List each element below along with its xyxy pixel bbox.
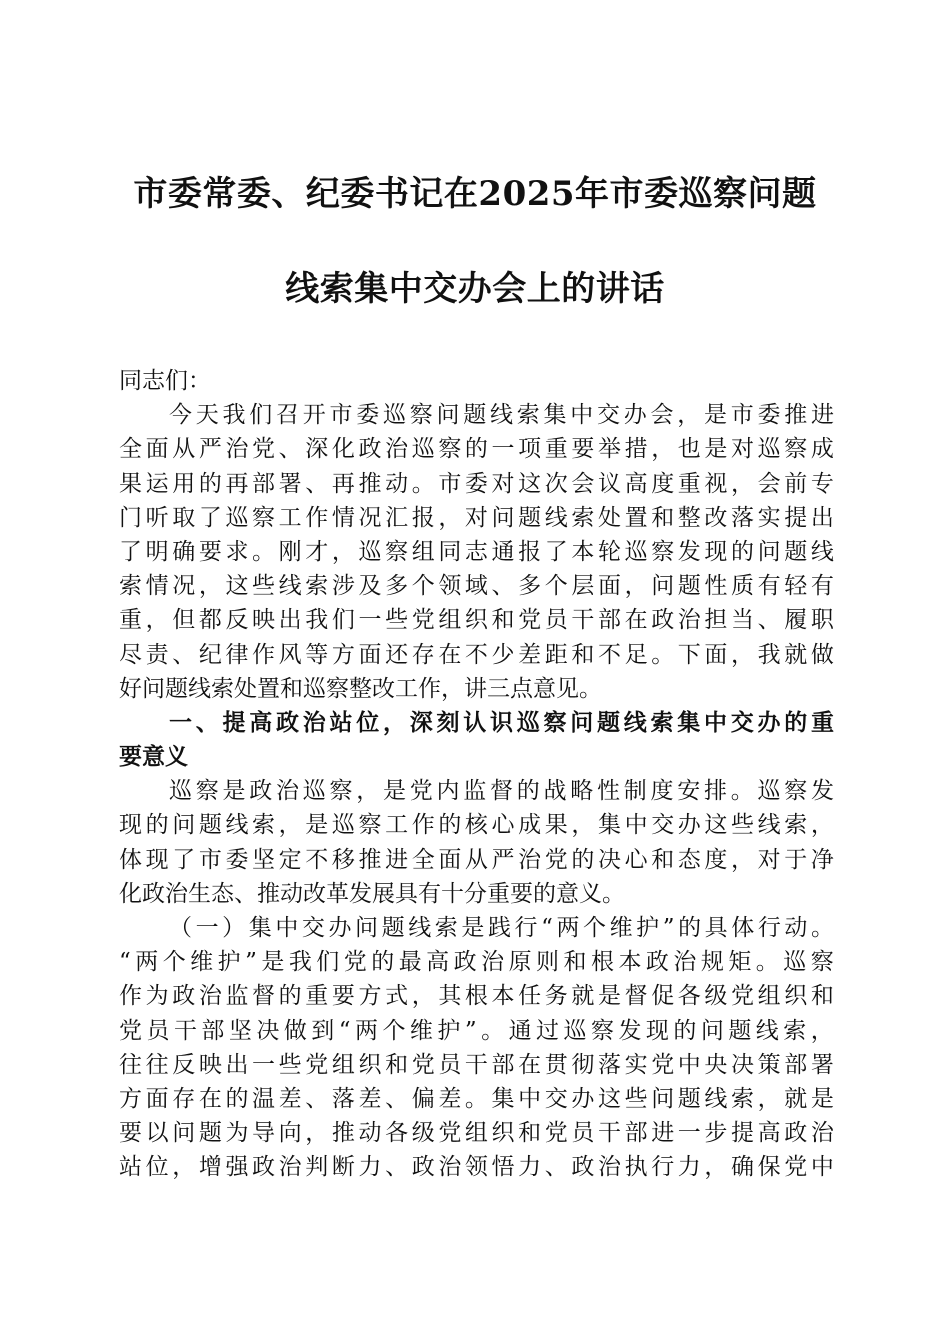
subsection-heading-1: （ 一 ） 集 中 交 办 问 题 线 索 是 践 行 “ 两 个 维 护 ” 的 具 体 行 动 。 bbox=[169, 915, 834, 941]
salutation: 同志们： bbox=[119, 368, 211, 394]
paragraph-line: 要 以 问 题 为 导 向 ， 推 动 各 级 党 组 织 和 党 员 干 部 进 一 步 提 高 政 治 bbox=[119, 1120, 834, 1147]
paragraph-line: 现 的 问 题 线 索 ， 是 巡 察 工 作 的 核 心 成 果 ， 集 中 交 办 这 些 线 索 ， bbox=[119, 812, 834, 839]
paragraph-line: “ 两 个 维 护 ” 是 我 们 党 的 最 高 政 治 原 则 和 根 本 政 治 规 矩 。 巡 察 bbox=[119, 949, 834, 976]
paragraph-line: 索 情 况 ， 这 些 线 索 涉 及 多 个 领 域 、 多 个 层 面 ， 问 题 性 质 有 轻 有 bbox=[119, 573, 834, 600]
document-title-line-2: 线索集中交办会上的讲话 bbox=[285, 269, 665, 309]
paragraph-line: 门 听 取 了 巡 察 工 作 情 况 汇 报 ， 对 问 题 线 索 处 置 和 整 改 落 实 提 出 bbox=[119, 504, 834, 531]
paragraph-line: 全 面 从 严 治 党 、 深 化 政 治 巡 察 的 一 项 重 要 举 措 ， 也 是 对 巡 察 成 bbox=[119, 436, 834, 463]
section-heading-1-cont: 要意义 bbox=[119, 743, 188, 771]
paragraph-line: 方 面 存 在 的 温 差 、 落 差 、 偏 差 。 集 中 交 办 这 些 问 题 线 索 ， 就 是 bbox=[119, 1085, 834, 1112]
paragraph-line: 往 往 反 映 出 一 些 党 组 织 和 党 员 干 部 在 贯 彻 落 实 党 中 央 决 策 部 署 bbox=[119, 1051, 834, 1078]
paragraph-line: 党 员 干 部 坚 决 做 到 “ 两 个 维 护 ” 。 通 过 巡 察 发 现 的 问 题 线 索 ， bbox=[119, 1017, 834, 1044]
paragraph-line: 果 运 用 的 再 部 署 、 再 推 动 。 市 委 对 这 次 会 议 高 度 重 视 ， 会 前 专 bbox=[119, 470, 834, 497]
paragraph-line: 重 ， 但 都 反 映 出 我 们 一 些 党 组 织 和 党 员 干 部 在 政 治 担 当 、 履 职 bbox=[119, 607, 834, 634]
document-title-line-1: 市委常委、纪委书记在2025年市委巡察问题 bbox=[133, 174, 817, 214]
document-body bbox=[119, 364, 834, 1185]
paragraph-line: 了 明 确 要 求 。 刚 才 ， 巡 察 组 同 志 通 报 了 本 轮 巡 察 发 现 的 问 题 线 bbox=[119, 538, 834, 565]
paragraph-line: 化政治生态、推动改革发展具有十分重要的意义。 bbox=[119, 880, 625, 907]
paragraph-line: 好问题线索处置和巡察整改工作，讲三点意见。 bbox=[119, 675, 602, 702]
paragraph-line: 今 天 我 们 召 开 市 委 巡 察 问 题 线 索 集 中 交 办 会 ， 是 市 委 推 进 bbox=[169, 402, 834, 429]
paragraph-line: 站 位 ， 增 强 政 治 判 断 力 、 政 治 领 悟 力 、 政 治 执 行 力 ， 确 保 党 中 bbox=[119, 1154, 834, 1181]
paragraph-line: 体 现 了 市 委 坚 定 不 移 推 进 全 面 从 严 治 党 的 决 心 和 态 度 ， 对 于 净 bbox=[119, 846, 834, 873]
section-heading-1: 一 、 提 高 政 治 站 位 ， 深 刻 认 识 巡 察 问 题 线 索 集 中 交 办 的 重 bbox=[169, 708, 834, 736]
paragraph-line: 作 为 政 治 监 督 的 重 要 方 式 ， 其 根 本 任 务 就 是 督 促 各 级 党 组 织 和 bbox=[119, 983, 834, 1010]
paragraph-line: 巡 察 是 政 治 巡 察 ， 是 党 内 监 督 的 战 略 性 制 度 安 排 。 巡 察 发 bbox=[169, 778, 834, 805]
paragraph-line: 尽 责 、 纪 律 作 风 等 方 面 还 存 在 不 少 差 距 和 不 足 。 下 面 ， 我 就 做 bbox=[119, 641, 834, 668]
